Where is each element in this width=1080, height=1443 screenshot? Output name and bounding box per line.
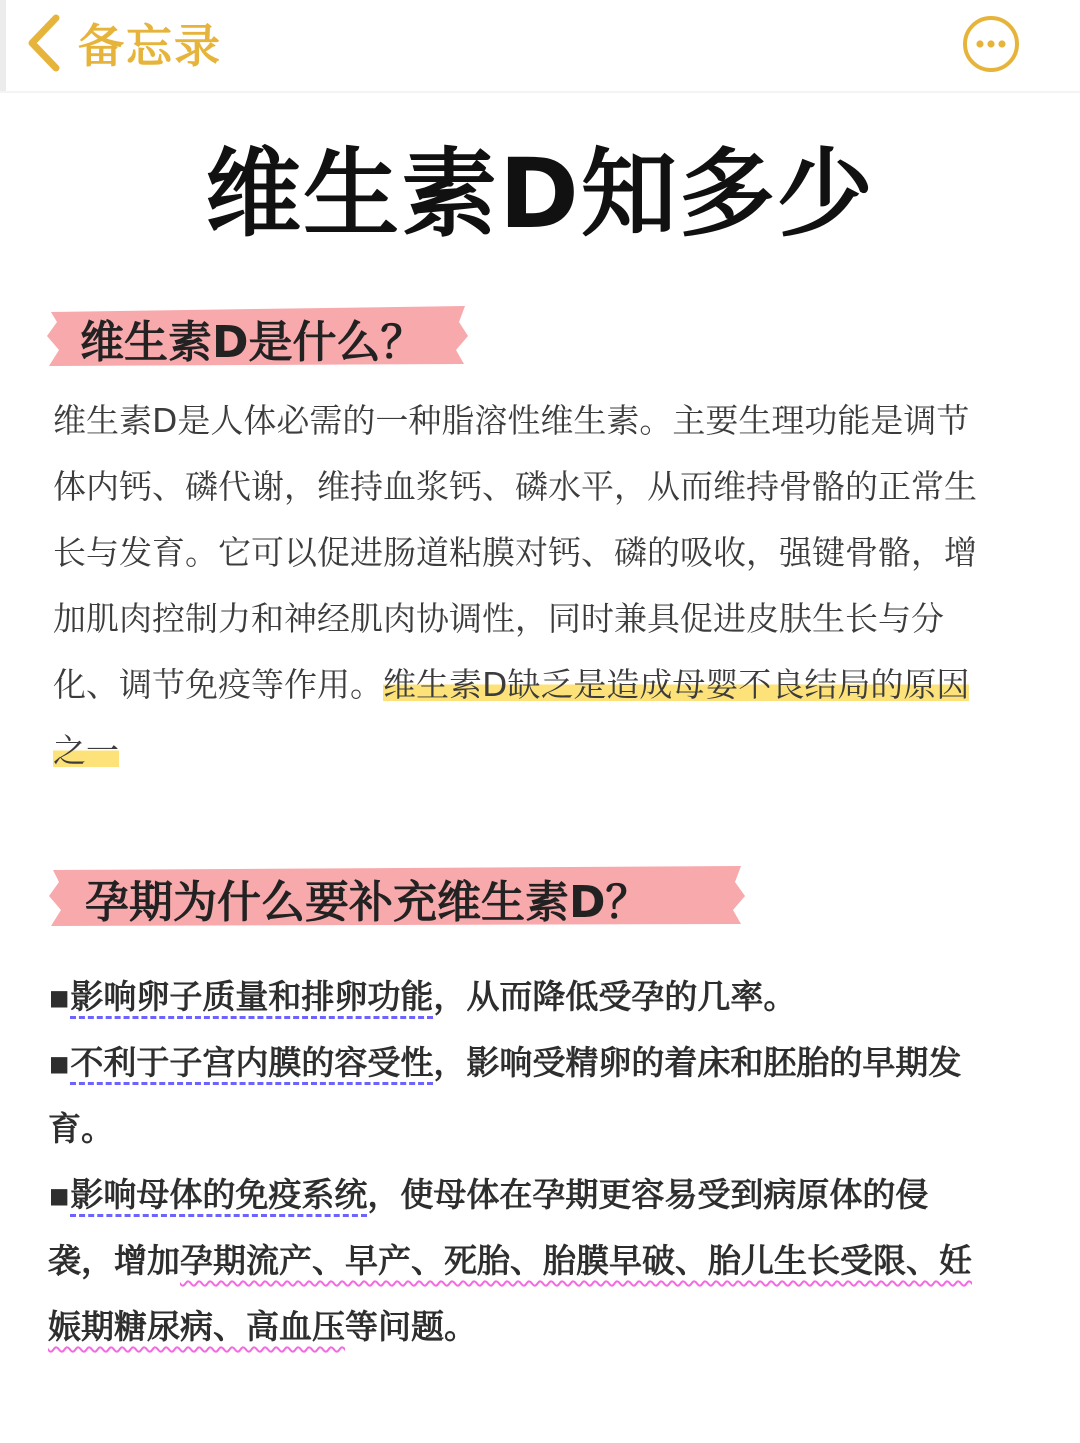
bullet-mark: ▪ — [48, 1175, 71, 1214]
intro-paragraph — [53, 388, 1043, 784]
list-item-continuation — [48, 1294, 1038, 1360]
paragraph-text: 化、调节免疫等作用。 — [53, 665, 383, 704]
paragraph-line: 维生素D是人体必需的一种脂溶性维生素。主要生理功能是调节 — [53, 401, 970, 440]
more-options-button[interactable] — [962, 15, 1020, 73]
list-item-text: 等问题。 — [345, 1307, 477, 1346]
list-item — [48, 1162, 1038, 1228]
wavy-underlined-text: 孕期流产、早产、死胎、胎膜早破、胎儿生长受限、妊 — [180, 1241, 972, 1280]
list-item-continuation — [48, 1228, 1038, 1294]
list-item — [48, 964, 1038, 1030]
list-item-continuation: 育。 — [48, 1109, 114, 1148]
paragraph-line — [53, 718, 1043, 784]
highlighted-text: 维生素D缺乏是造成母婴不良结局的原因 — [383, 665, 970, 704]
underlined-text: 影响卵子质量和排卵功能 — [70, 977, 434, 1016]
window-edge — [0, 0, 6, 92]
underlined-text: 影响母体的免疫系统 — [70, 1175, 368, 1214]
more-icon — [962, 15, 1020, 73]
bullet-mark: ▪ — [48, 977, 71, 1016]
paragraph-line — [53, 652, 1043, 718]
bullet-mark: ▪ — [48, 1043, 71, 1082]
section-heading-why-supplement — [47, 860, 747, 930]
section-heading-text: 孕期为什么要补充维生素D？ — [85, 877, 650, 928]
bullet-list — [48, 964, 1038, 1360]
list-item-text: ，影响受精卵的着床和胚胎的早期发 — [433, 1043, 962, 1082]
back-button[interactable] — [24, 10, 222, 76]
list-item — [48, 1030, 1038, 1096]
chevron-left-icon — [24, 10, 64, 76]
wavy-underlined-text: 娠期糖尿病、高血压 — [48, 1307, 345, 1346]
highlighted-text: 之一 — [53, 731, 119, 770]
top-bar — [0, 0, 1080, 92]
top-bar-divider — [0, 91, 1080, 93]
section-heading-what-is-vitamin-d — [45, 300, 470, 370]
list-item-text: ，使母体在孕期更容易受到病原体的侵 — [367, 1175, 929, 1214]
paragraph-line: 加肌肉控制力和神经肌肉协调性，同时兼具促进皮肤生长与分 — [53, 599, 944, 638]
back-label: 备忘录 — [78, 19, 222, 73]
page-title: 维生素D知多少 — [205, 138, 875, 250]
underlined-text: 不利于子宫内膜的容受性 — [70, 1043, 434, 1082]
paragraph-line: 体内钙、磷代谢，维持血浆钙、磷水平，从而维持骨骼的正常生 — [53, 467, 977, 506]
paragraph-line: 长与发育。它可以促进肠道粘膜对钙、磷的吸收，强键骨骼，增 — [53, 533, 977, 572]
list-item-text: ，从而降低受孕的几率。 — [433, 977, 797, 1016]
list-item-text: 袭，增加 — [48, 1241, 180, 1280]
section-heading-text: 维生素D是什么？ — [80, 317, 425, 368]
